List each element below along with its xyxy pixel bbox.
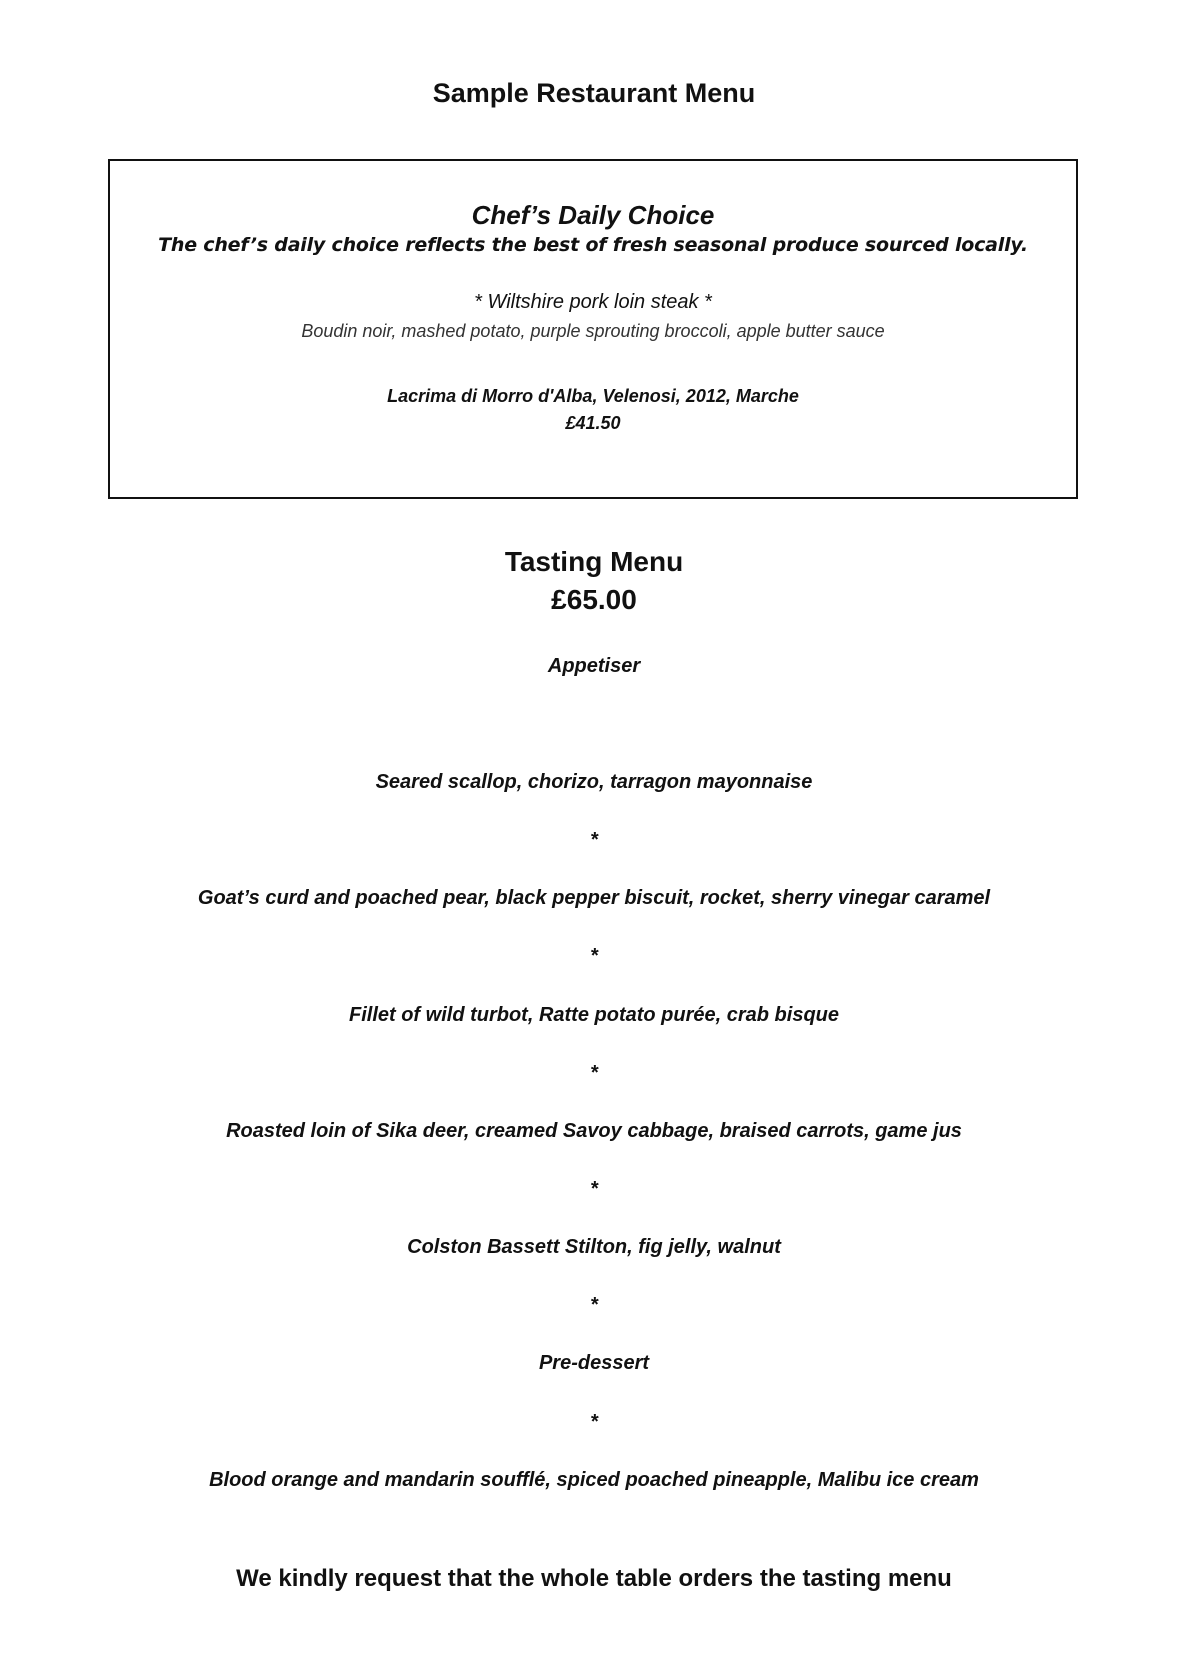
course-separator: * xyxy=(590,1294,598,1316)
course-souffle: Blood orange and mandarin soufflé, spiced poached pineapple, Malibu ice cream xyxy=(209,1469,979,1491)
chef-choice-description: The chef’s daily choice reflects the best of fresh seasonal produce sourced locally. xyxy=(158,234,1028,256)
course-separator: * xyxy=(590,829,598,851)
course-scallop: Seared scallop, chorizo, tarragon mayonnaise xyxy=(375,771,813,793)
course-turbot: Fillet of wild turbot, Ratte potato purée, crab bisque xyxy=(348,1004,840,1026)
chef-choice-heading: Chef’s Daily Choice xyxy=(471,200,715,230)
course-separator: * xyxy=(590,1411,598,1433)
chef-choice-dish-description: Boudin noir, mashed potato, purple sprouting broccoli, apple butter sauce xyxy=(301,321,885,341)
course-separator: * xyxy=(590,1178,598,1200)
course-sika-deer: Roasted loin of Sika deer, creamed Savoy cabbage, braised carrots, game jus xyxy=(226,1120,962,1142)
course-goats-curd: Goat’s curd and poached pear, black pepper biscuit, rocket, sherry vinegar caramel xyxy=(197,887,991,909)
tasting-menu-title: Tasting Menu xyxy=(504,546,684,577)
course-appetiser: Appetiser xyxy=(547,655,641,677)
course-stilton: Colston Bassett Stilton, fig jelly, walnut xyxy=(407,1236,781,1258)
tasting-menu-price: £65.00 xyxy=(551,584,637,615)
chef-choice-price: £41.50 xyxy=(565,413,621,433)
chef-choice-dish: * Wiltshire pork loin steak * xyxy=(474,291,712,313)
chef-daily-choice-box xyxy=(108,159,1078,499)
course-pre-dessert: Pre-dessert xyxy=(538,1352,650,1374)
page-title: Sample Restaurant Menu xyxy=(432,78,756,108)
chef-choice-wine: Lacrima di Morro d'Alba, Velenosi, 2012, Marche xyxy=(387,386,799,406)
course-separator: * xyxy=(590,945,598,967)
course-separator: * xyxy=(590,1062,598,1084)
footer-note: We kindly request that the whole table orders the tasting menu xyxy=(236,1565,952,1592)
